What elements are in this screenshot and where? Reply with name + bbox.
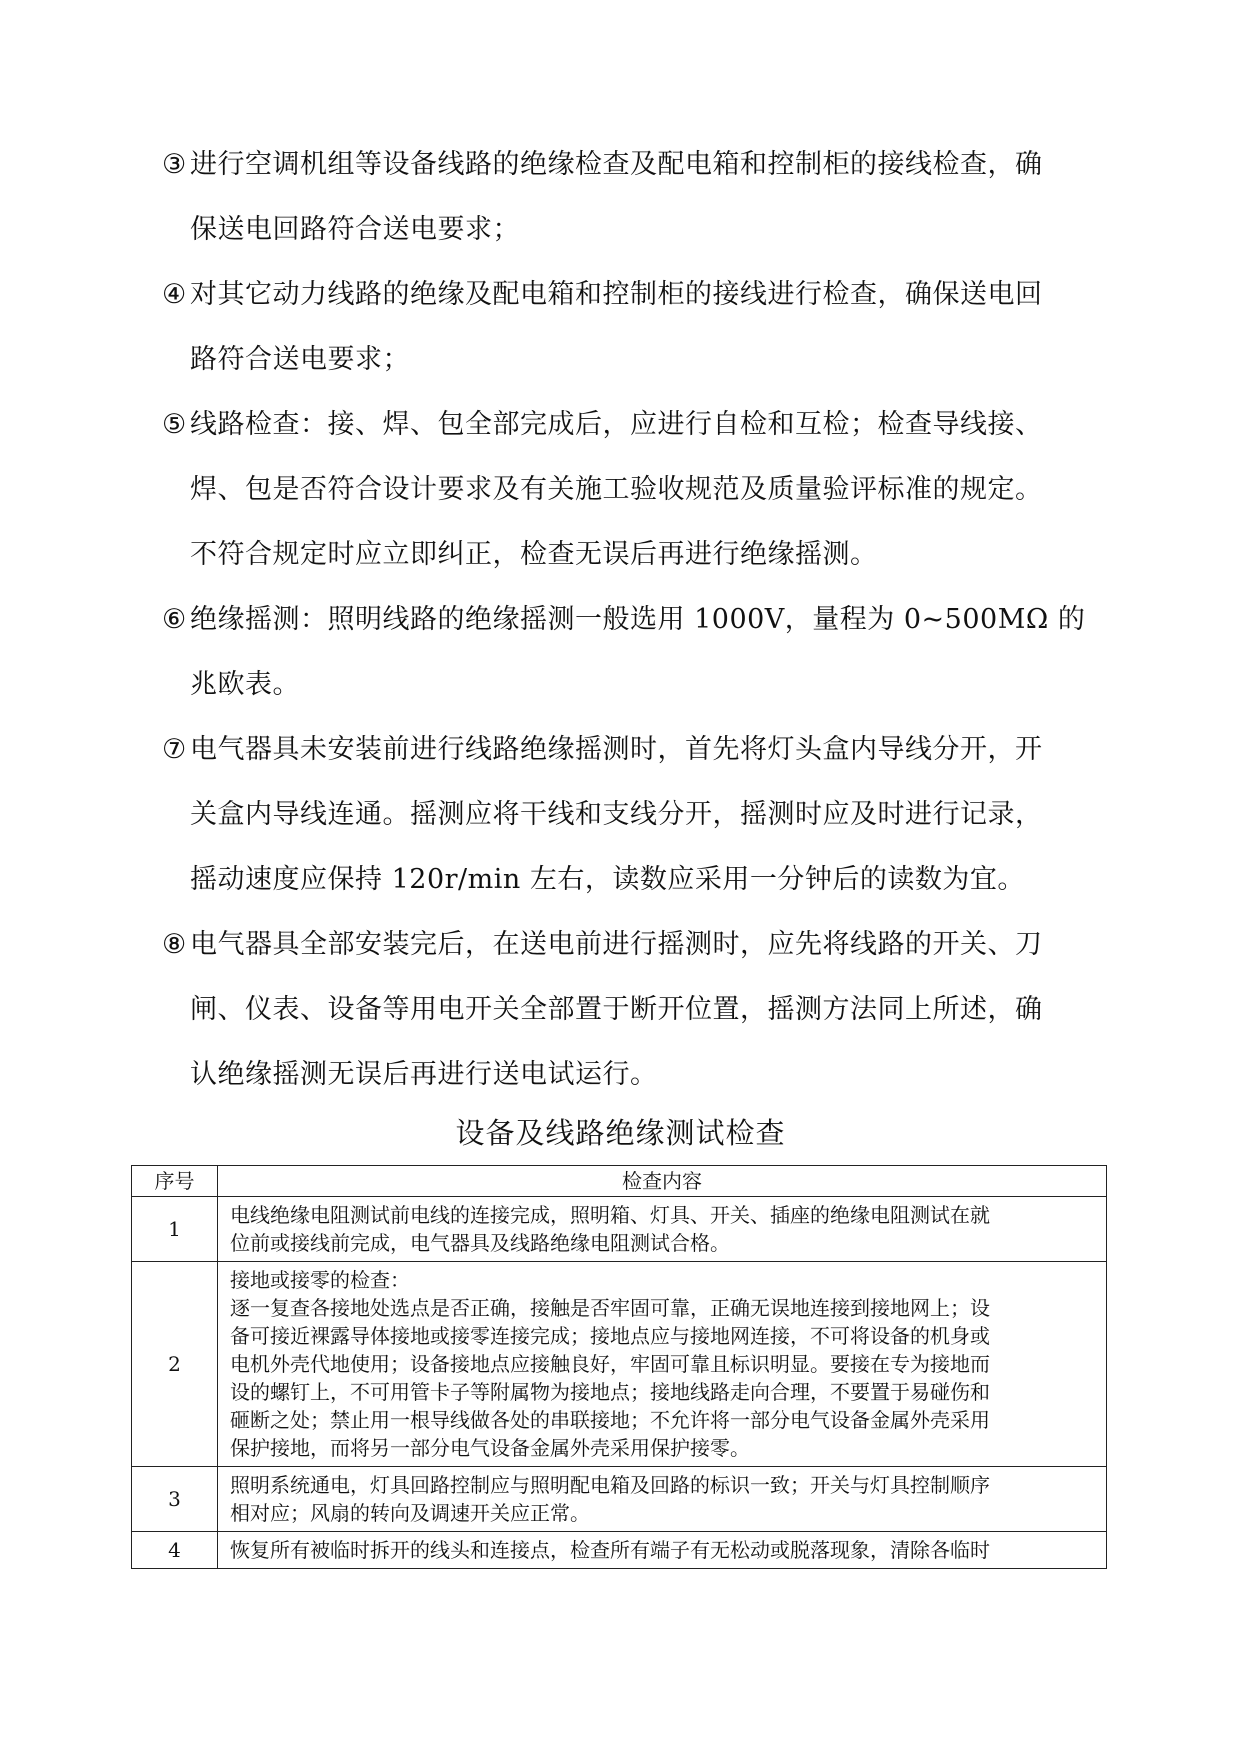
row-content-line: 设的螺钉上，不可用管卡子等附属物为接地点；接地线路走向合理，不要置于易碰伤和 [230,1380,990,1404]
item-marker: ⑧ [162,929,187,960]
list-item [162,587,1102,717]
item-text-line: 焊、包是否符合设计要求及有关施工验收规范及质量验评标准的规定。 [190,474,1043,505]
row-content-line: 保护接地，而将另一部分电气设备金属外壳采用保护接零。 [230,1436,750,1460]
item-text-line: 路符合送电要求； [190,344,410,375]
item-text-line: 线路检查：接、焊、包全部完成后，应进行自检和互检；检查导线接、 [190,409,1043,440]
row-index: 2 [132,1262,218,1467]
item-text-line: 电气器具全部安装完后，在送电前进行摇测时，应先将线路的开关、刀 [190,929,1043,960]
table-row [132,1262,1107,1467]
procedure-list [162,132,1102,1107]
item-text-line: 进行空调机组等设备线路的绝缘检查及配电箱和控制柜的接线检查，确 [190,149,1043,180]
table-row [132,1532,1107,1569]
item-text-line: 对其它动力线路的绝缘及配电箱和控制柜的接线进行检查，确保送电回 [190,279,1043,310]
list-item [162,132,1102,262]
row-index: 1 [132,1197,218,1262]
row-content-line: 位前或接线前完成，电气器具及线路绝缘电阻测试合格。 [230,1231,730,1255]
row-content-line: 恢复所有被临时拆开的线头和连接点，检查所有端子有无松动或脱落现象，清除各临时 [230,1538,990,1562]
item-marker: ⑤ [162,409,187,440]
column-header-content: 检查内容 [218,1166,1107,1197]
row-content-line: 电线绝缘电阻测试前电线的连接完成，照明箱、灯具、开关、插座的绝缘电阻测试在就 [230,1203,990,1227]
row-content-line: 接地或接零的检查： [230,1268,410,1292]
row-index: 3 [132,1467,218,1532]
row-content-line: 电机外壳代地使用；设备接地点应接触良好，牢固可靠且标识明显。要接在专为接地而 [230,1352,990,1376]
table-row [132,1467,1107,1532]
item-text-line: 摇动速度应保持 120r/min 左右，读数应采用一分钟后的读数为宜。 [190,864,1025,895]
list-item [162,392,1102,587]
item-marker: ④ [162,279,187,310]
item-marker: ⑦ [162,734,187,765]
list-item [162,717,1102,912]
item-text-line: 兆欧表。 [190,669,300,700]
row-content-line: 照明系统通电，灯具回路控制应与照明配电箱及回路的标识一致；开关与灯具控制顺序 [230,1473,990,1497]
row-content [218,1262,1107,1467]
item-text-line: 闸、仪表、设备等用电开关全部置于断开位置，摇测方法同上所述，确 [190,994,1043,1025]
list-item [162,262,1102,392]
row-content [218,1532,1107,1569]
item-text-line: 绝缘摇测：照明线路的绝缘摇测一般选用 1000V，量程为 0~500MΩ 的 [190,604,1086,635]
table-title: 设备及线路绝缘测试检查 [455,1116,786,1150]
row-content [218,1197,1107,1262]
item-marker: ③ [162,149,187,180]
row-content-line: 备可接近裸露导体接地或接零连接完成；接地点应与接地网连接，不可将设备的机身或 [230,1324,990,1348]
list-item [162,912,1102,1107]
row-index: 4 [132,1532,218,1569]
item-text-line: 认绝缘摇测无误后再进行送电试运行。 [190,1059,658,1090]
inspection-table [131,1165,1107,1569]
item-marker: ⑥ [162,604,187,635]
row-content [218,1467,1107,1532]
row-content-line: 相对应；风扇的转向及调速开关应正常。 [230,1501,590,1525]
item-text-line: 保送电回路符合送电要求； [190,214,520,245]
table-header-row [132,1166,1107,1197]
table-row [132,1197,1107,1262]
item-text-line: 电气器具未安装前进行线路绝缘摇测时，首先将灯头盒内导线分开，开 [190,734,1043,765]
item-text-line: 不符合规定时应立即纠正，检查无误后再进行绝缘摇测。 [190,539,878,570]
row-content-line: 逐一复查各接地处选点是否正确，接触是否牢固可靠，正确无误地连接到接地网上；设 [230,1296,990,1320]
column-header-index: 序号 [132,1166,218,1197]
row-content-line: 砸断之处；禁止用一根导线做各处的串联接地；不允许将一部分电气设备金属外壳采用 [230,1408,990,1432]
item-text-line: 关盒内导线连通。摇测应将干线和支线分开，摇测时应及时进行记录， [190,799,1043,830]
